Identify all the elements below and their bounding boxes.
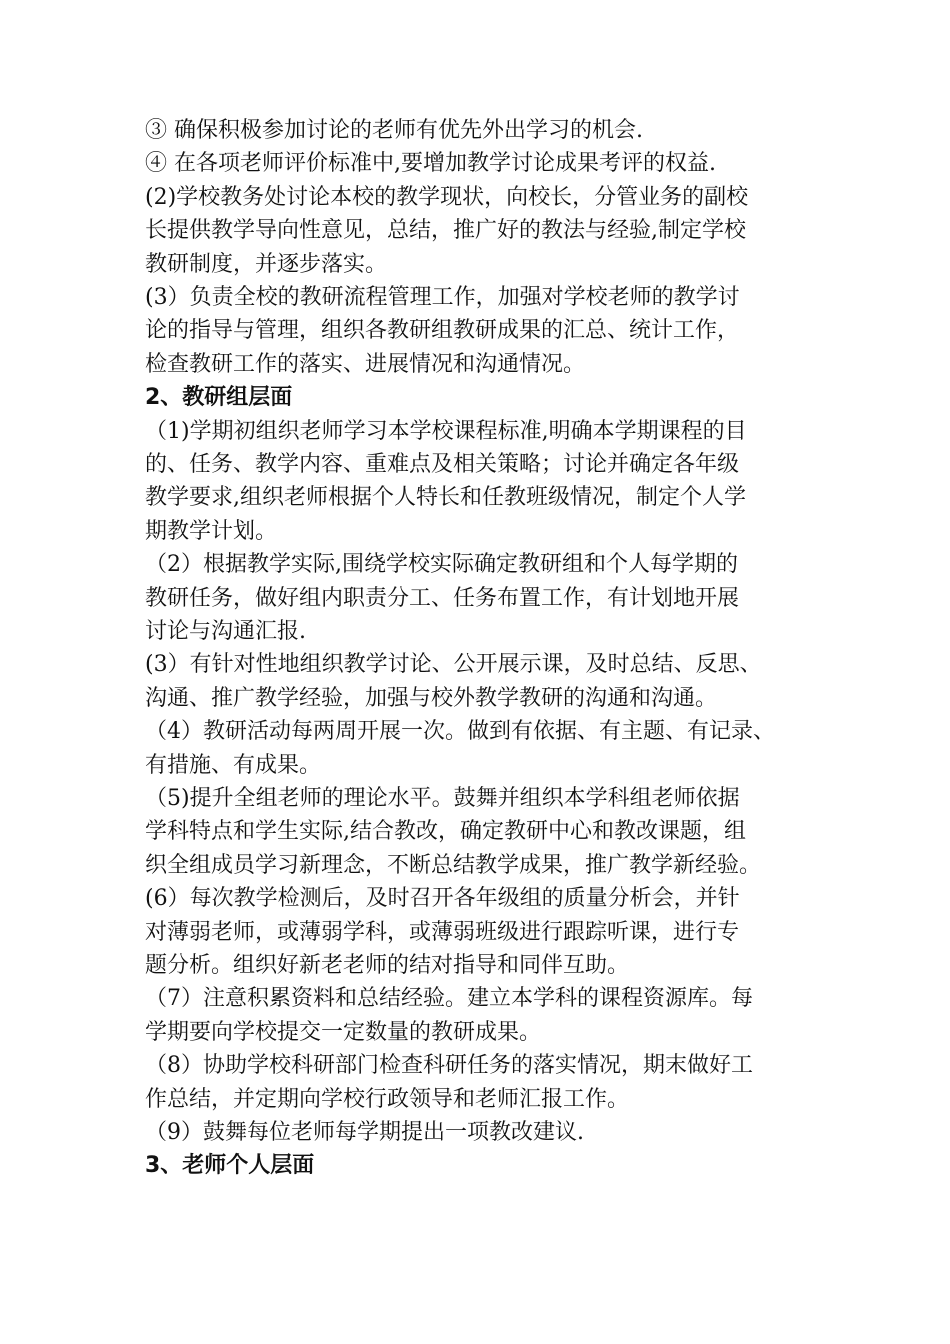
- text-line: （8）协助学校科研部门检查科研任务的落实情况，期末做好工: [145, 1053, 753, 1078]
- text-line: 的、任务、教学内容、重难点及相关策略；讨论并确定各年级: [145, 452, 740, 477]
- text-line: （2）根据教学实际,围绕学校实际确定教研组和个人每学期的: [145, 552, 738, 577]
- text-line: （7）注意积累资料和总结经验。建立本学科的课程资源库。每: [145, 986, 753, 1011]
- text-line: 对薄弱老师，或薄弱学科，或薄弱班级进行跟踪听课，进行专: [145, 920, 740, 945]
- text-line: （1)学期初组织老师学习本学校课程标准,明确本学期课程的目: [145, 419, 747, 444]
- section-heading: 2、教研组层面: [145, 385, 293, 410]
- text-line: (2)学校教务处讨论本校的教学现状，向校长，分管业务的副校: [145, 185, 749, 210]
- text-line: （9）鼓舞每位老师每学期提出一项教改建议.: [145, 1120, 584, 1145]
- text-line: 学科特点和学生实际,结合教改，确定教研中心和教改课题，组: [145, 819, 746, 844]
- text-line: 学期要向学校提交一定数量的教研成果。: [145, 1020, 542, 1045]
- text-line: ④ 在各项老师评价标准中,要增加教学讨论成果考评的权益.: [145, 151, 716, 176]
- text-line: 教研任务，做好组内职责分工、任务布置工作，有计划地开展: [145, 586, 740, 611]
- text-line: 织全组成员学习新理念，不断总结教学成果，推广教学新经验。: [145, 853, 762, 878]
- text-line: (3）有针对性地组织教学讨论、公开展示课，及时总结、反思、: [145, 652, 762, 677]
- text-line: 讨论与沟通汇报.: [145, 619, 306, 644]
- text-line: 题分析。组织好新老老师的结对指导和同伴互助。: [145, 953, 630, 978]
- text-line: 期教学计划。: [145, 519, 278, 544]
- text-line: 论的指导与管理，组织各教研组教研成果的汇总、统计工作，: [145, 318, 740, 343]
- text-line: (3）负责全校的教研流程管理工作，加强对学校老师的教学讨: [145, 285, 740, 310]
- text-line: ③ 确保积极参加讨论的老师有优先外出学习的机会.: [145, 118, 643, 143]
- text-line: 沟通、推广教学经验，加强与校外教学教研的沟通和沟通。: [145, 686, 718, 711]
- section-heading: 3、老师个人层面: [145, 1153, 315, 1178]
- text-line: 作总结，并定期向学校行政领导和老师汇报工作。: [145, 1087, 630, 1112]
- text-line: 长提供教学导向性意见，总结，推广好的教法与经验,制定学校: [145, 218, 746, 243]
- text-line: (6）每次教学检测后，及时召开各年级组的质量分析会，并针: [145, 886, 740, 911]
- text-line: （4）教研活动每两周开展一次。做到有依据、有主题、有记录、: [145, 719, 775, 744]
- text-line: 教研制度，并逐步落实。: [145, 252, 388, 277]
- text-line: （5)提升全组老师的理论水平。鼓舞并组织本学科组老师依据: [145, 786, 740, 811]
- text-line: 教学要求,组织老师根据个人特长和任教班级情况，制定个人学: [145, 485, 746, 510]
- text-line: 有措施、有成果。: [145, 753, 322, 778]
- text-line: 检查教研工作的落实、进展情况和沟通情况。: [145, 352, 586, 377]
